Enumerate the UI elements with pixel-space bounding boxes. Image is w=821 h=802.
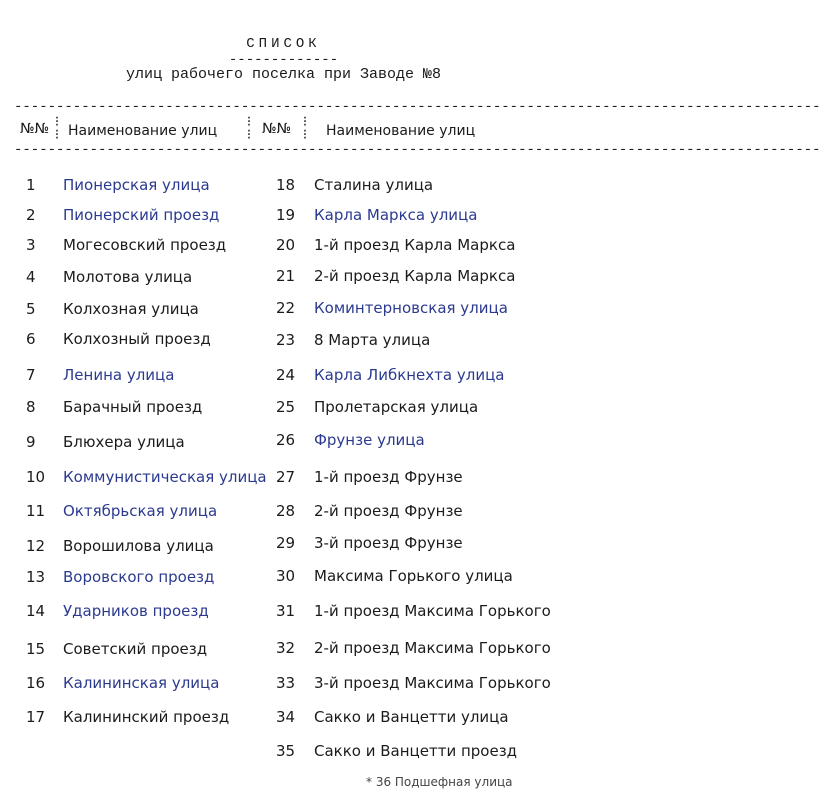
street-number: 1 bbox=[26, 176, 36, 194]
street-number: 15 bbox=[26, 640, 46, 658]
street-name: Фрунзе улица bbox=[314, 431, 425, 449]
street-name: 2-й проезд Максима Горького bbox=[314, 639, 551, 657]
street-number: 30 bbox=[276, 567, 296, 585]
street-name: 2-й проезд Фрунзе bbox=[314, 502, 463, 520]
street-name: Калининский проезд bbox=[63, 708, 230, 726]
street-number: 34 bbox=[276, 708, 296, 726]
street-number: 33 bbox=[276, 674, 296, 692]
header-col1-name: Наименование улиц bbox=[68, 123, 218, 139]
street-number: 27 bbox=[276, 468, 296, 486]
street-name: Коминтерновская улица bbox=[314, 299, 508, 317]
title-underline: ------------- bbox=[228, 52, 339, 68]
header-separator: ⁝ bbox=[302, 114, 308, 130]
street-number: 18 bbox=[276, 176, 296, 194]
street-name: Ленина улица bbox=[63, 366, 175, 384]
street-number: 21 bbox=[276, 267, 296, 285]
street-name: Сакко и Ванцетти проезд bbox=[314, 742, 518, 760]
street-name: Сталина улица bbox=[314, 176, 434, 194]
street-number: 12 bbox=[26, 537, 46, 555]
header-col2-num: №№ bbox=[262, 121, 292, 137]
street-number: 29 bbox=[276, 534, 296, 552]
street-number: 24 bbox=[276, 366, 296, 384]
list-subtitle: улиц рабочего поселка при Заводе №8 bbox=[125, 66, 442, 83]
top-dashed-rule: ------------------------------------------------------------------------------------------------ bbox=[14, 99, 821, 115]
street-number: 32 bbox=[276, 639, 296, 657]
street-number: 3 bbox=[26, 236, 36, 254]
street-name: Карла Либкнехта улица bbox=[314, 366, 505, 384]
header-separator: ⁝ bbox=[54, 114, 60, 130]
street-number: 8 bbox=[26, 398, 36, 416]
footnote: * 36 Подшефная улица bbox=[366, 775, 513, 789]
street-number: 13 bbox=[26, 568, 46, 586]
street-number: 14 bbox=[26, 602, 46, 620]
header-separator: ⁝ bbox=[54, 127, 60, 143]
street-number: 9 bbox=[26, 433, 36, 451]
street-name: Сакко и Ванцетти улица bbox=[314, 708, 509, 726]
header-col2-name: Наименование улиц bbox=[326, 123, 476, 139]
header-separator: ⁝ bbox=[246, 114, 252, 130]
bottom-dashed-rule: ------------------------------------------------------------------------------------------------ bbox=[14, 142, 821, 158]
header-separator: ⁝ bbox=[302, 127, 308, 143]
street-name: 3-й проезд Фрунзе bbox=[314, 534, 463, 552]
street-name: Коммунистическая улица bbox=[63, 468, 267, 486]
street-name: Молотова улица bbox=[63, 268, 193, 286]
street-name: Блюхера улица bbox=[63, 433, 185, 451]
street-name: Ударников проезд bbox=[63, 602, 209, 620]
street-name: Максима Горького улица bbox=[314, 567, 513, 585]
street-name: Пролетарская улица bbox=[314, 398, 479, 416]
street-number: 26 bbox=[276, 431, 296, 449]
street-name: 3-й проезд Максима Горького bbox=[314, 674, 551, 692]
street-name: Ворошилова улица bbox=[63, 537, 214, 555]
street-name: Воровского проезд bbox=[63, 568, 215, 586]
street-number: 23 bbox=[276, 331, 296, 349]
list-title: СПИСОК bbox=[246, 36, 321, 52]
street-name: Карла Маркса улица bbox=[314, 206, 478, 224]
street-number: 2 bbox=[26, 206, 36, 224]
street-name: 8 Марта улица bbox=[314, 331, 431, 349]
street-name: Могесовский проезд bbox=[63, 236, 227, 254]
street-name: Колхозный проезд bbox=[63, 330, 211, 348]
street-number: 11 bbox=[26, 502, 46, 520]
street-number: 5 bbox=[26, 300, 36, 318]
street-number: 16 bbox=[26, 674, 46, 692]
street-name: Советский проезд bbox=[63, 640, 208, 658]
street-name: 1-й проезд Фрунзе bbox=[314, 468, 463, 486]
street-name: Колхозная улица bbox=[63, 300, 199, 318]
street-name: Октябрьская улица bbox=[63, 502, 218, 520]
street-name: 1-й проезд Карла Маркса bbox=[314, 236, 516, 254]
street-name: Калининская улица bbox=[63, 674, 220, 692]
street-number: 17 bbox=[26, 708, 46, 726]
street-number: 22 bbox=[276, 299, 296, 317]
street-number: 28 bbox=[276, 502, 296, 520]
street-name: 2-й проезд Карла Маркса bbox=[314, 267, 516, 285]
street-number: 6 bbox=[26, 330, 36, 348]
street-number: 35 bbox=[276, 742, 296, 760]
street-number: 7 bbox=[26, 366, 36, 384]
street-name: Барачный проезд bbox=[63, 398, 203, 416]
street-name: 1-й проезд Максима Горького bbox=[314, 602, 551, 620]
header-separator: ⁝ bbox=[246, 127, 252, 143]
street-number: 10 bbox=[26, 468, 46, 486]
street-name: Пионерский проезд bbox=[63, 206, 220, 224]
header-col1-num: №№ bbox=[20, 121, 50, 137]
street-number: 19 bbox=[276, 206, 296, 224]
street-number: 4 bbox=[26, 268, 36, 286]
street-number: 25 bbox=[276, 398, 296, 416]
street-number: 20 bbox=[276, 236, 296, 254]
street-name: Пионерская улица bbox=[63, 176, 210, 194]
street-number: 31 bbox=[276, 602, 296, 620]
